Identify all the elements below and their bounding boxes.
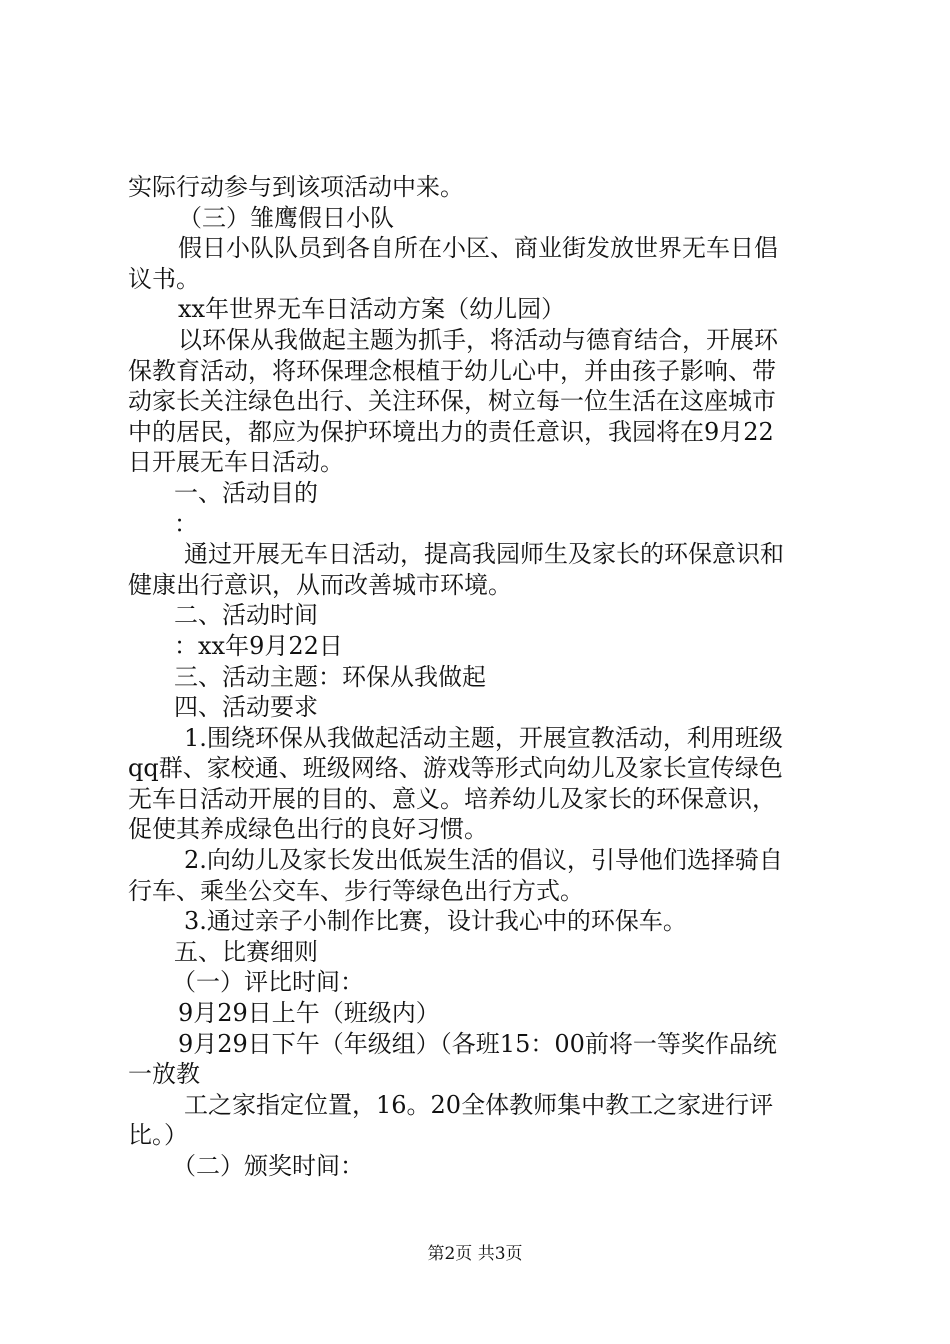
paragraph-line: 通过开展无车日活动，提高我园师生及家长的环保意识和 bbox=[184, 540, 784, 569]
paragraph-line: 以环保从我做起主题为抓手，将活动与德育结合，开展环 bbox=[178, 325, 778, 354]
document-body bbox=[128, 172, 832, 1182]
paragraph-line: 9月29日下午（年级组）（各班15：00前将一等奖作品统 bbox=[178, 1029, 777, 1058]
paragraph-line: 工之家指定位置，16。20全体教师集中教工之家进行评 bbox=[184, 1090, 774, 1119]
section-heading: （二）颁奖时间： bbox=[172, 1152, 364, 1180]
document-title: xx年世界无车日活动方案（幼儿园） bbox=[178, 295, 566, 324]
paragraph-line: 无车日活动开展的目的、意义。培养幼儿及家长的环保意识， bbox=[128, 784, 776, 813]
paragraph-line: 行车、乘坐公交车、步行等绿色出行方式。 bbox=[128, 876, 584, 905]
paragraph-line: 日开展无车日活动。 bbox=[128, 448, 344, 477]
paragraph-line: ：xx年9月22日 bbox=[174, 631, 343, 660]
section-heading: 五、比赛细则 bbox=[174, 937, 318, 966]
paragraph-line: 中的居民，都应为保护环境出力的责任意识，我园将在9月22 bbox=[128, 417, 774, 446]
section-heading: 一、活动目的 bbox=[174, 478, 318, 507]
paragraph-line: ： bbox=[174, 509, 198, 538]
paragraph-line: 议书。 bbox=[128, 264, 200, 293]
paragraph-line: qq群、家校通、班级网络、游戏等形式向幼儿及家长宣传绿色 bbox=[128, 754, 783, 783]
paragraph-line: 9月29日上午（班级内） bbox=[178, 999, 440, 1028]
section-heading: 四、活动要求 bbox=[174, 693, 318, 722]
paragraph-line: 2.向幼儿及家长发出低炭生活的倡议，引导他们选择骑自 bbox=[184, 846, 783, 875]
section-heading: 三、活动主题：环保从我做起 bbox=[174, 662, 486, 691]
paragraph-line: 促使其养成绿色出行的良好习惯。 bbox=[128, 815, 488, 844]
paragraph-line: 动家长关注绿色出行、关注环保，树立每一位生活在这座城市 bbox=[128, 387, 776, 416]
paragraph-line: 假日小队队员到各自所在小区、商业街发放世界无车日倡 bbox=[178, 234, 778, 263]
paragraph-line: 比。） bbox=[128, 1121, 188, 1150]
section-heading: （三）雏鹰假日小队 bbox=[178, 203, 394, 232]
paragraph-line: 1.围绕环保从我做起活动主题，开展宣教活动，利用班级 bbox=[184, 723, 783, 752]
paragraph-line: 健康出行意识，从而改善城市环境。 bbox=[128, 570, 512, 599]
paragraph-line: 一放教 bbox=[128, 1060, 200, 1089]
paragraph-line: 保教育活动，将环保理念根植于幼儿心中，并由孩子影响、带 bbox=[128, 356, 776, 385]
page-footer: 第2页 共3页 bbox=[427, 1244, 523, 1264]
section-heading: 二、活动时间 bbox=[174, 601, 318, 630]
paragraph-line: 3.通过亲子小制作比赛，设计我心中的环保车。 bbox=[184, 907, 687, 936]
paragraph-line: 实际行动参与到该项活动中来。 bbox=[128, 173, 464, 201]
section-heading: （一）评比时间： bbox=[172, 968, 364, 997]
